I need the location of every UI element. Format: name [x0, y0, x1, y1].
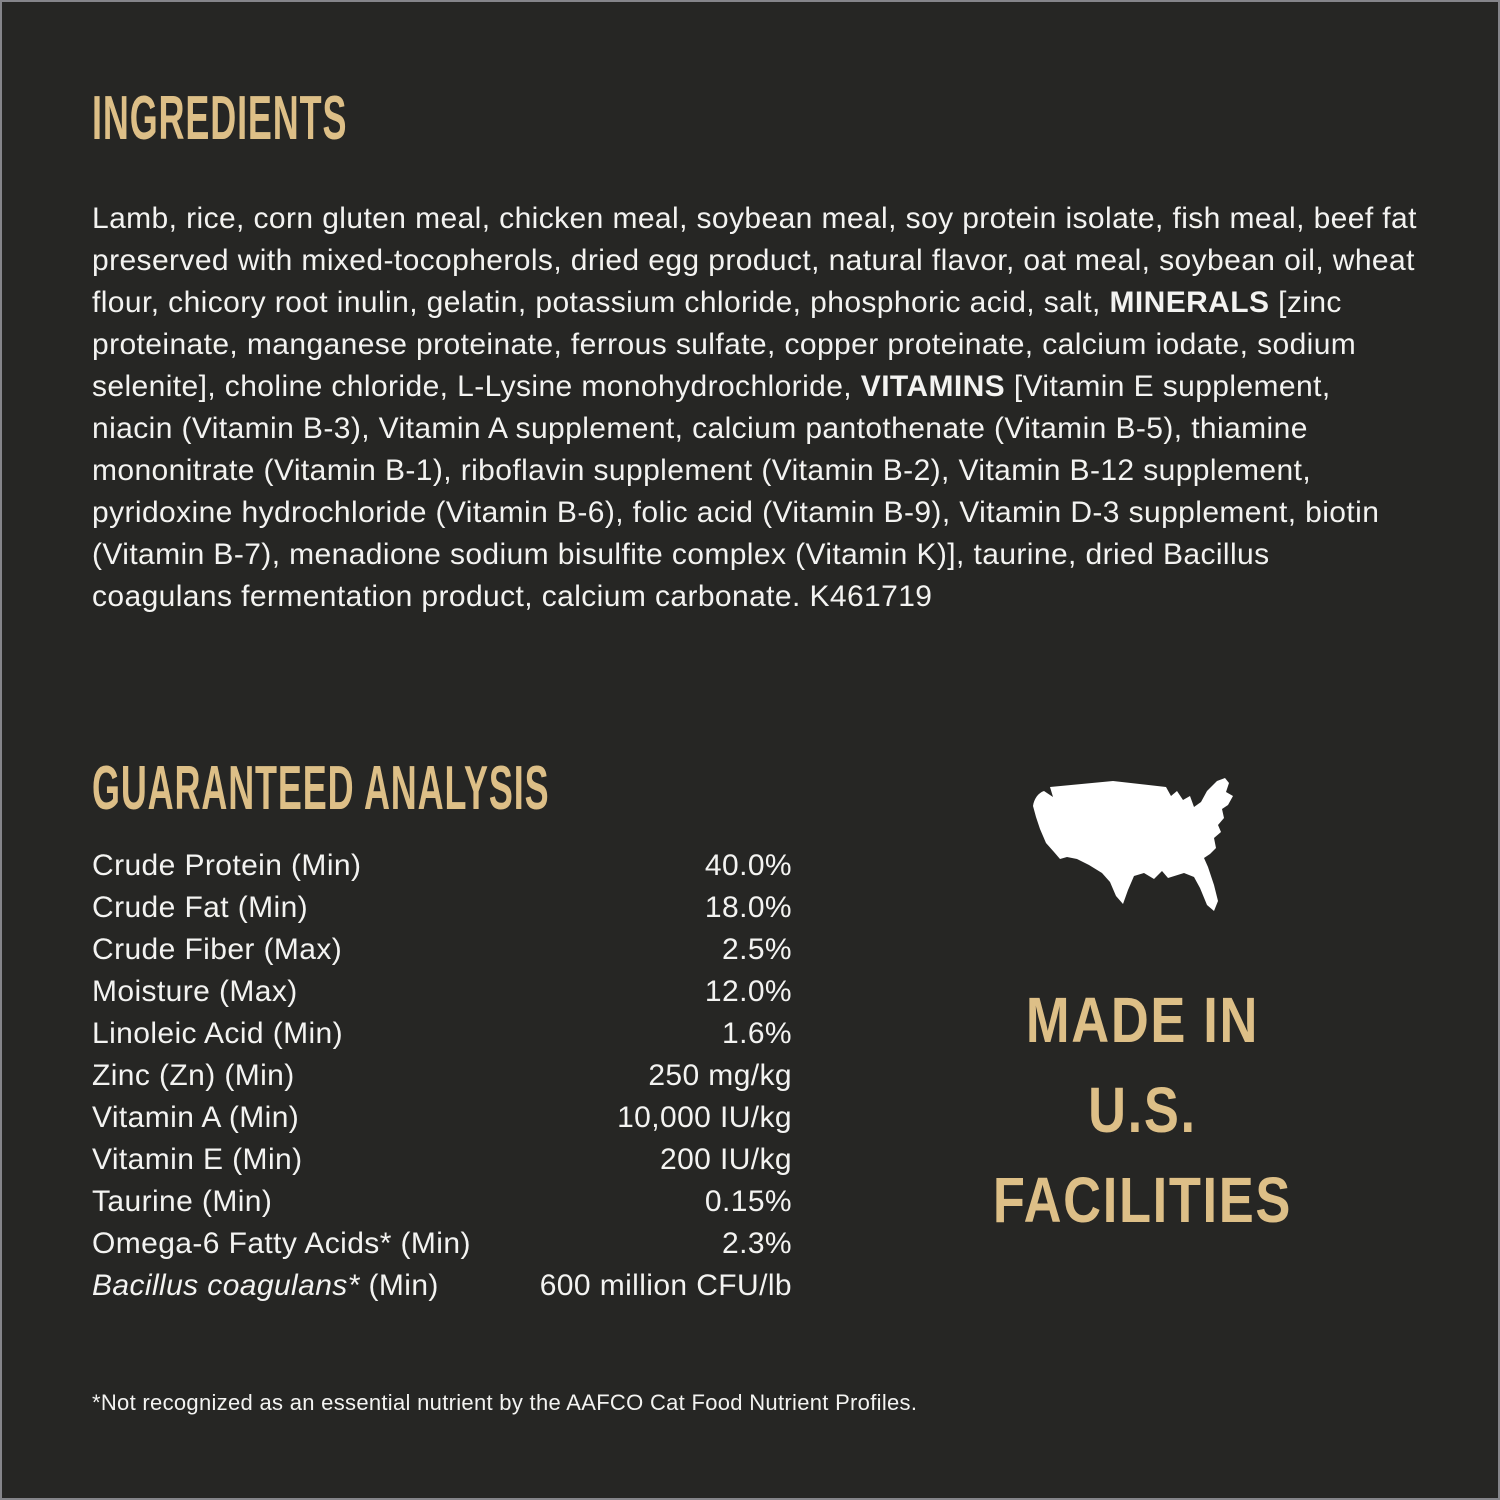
- guaranteed-analysis-table: [92, 845, 792, 1307]
- analysis-label: [92, 1055, 295, 1097]
- ingredients-text: [92, 198, 1418, 618]
- ingredients-heading: INGREDIENTS: [92, 84, 348, 153]
- ingredients-part3: [Vitamin E supplement, niacin (Vitamin B-3), Vitamin A supplement, calcium pantothenate (Vitamin B-5), thiamine mononitrate (Vitamin B-1), riboflavin supplement (Vitamin B-2), Vitamin B-12 supplement, pyridoxine hydrochloride (Vitamin B-6), folic acid (Vitamin B-9), Vitamin D-3 supplement, biotin (Vitamin B-7), menadione sodium bisulfite complex (Vitamin K)], taurine, dried Bacillus coagulans fermentation product, calcium carbonate. K461719: [92, 370, 1380, 613]
- analysis-value: 200 IU/kg: [659, 1143, 792, 1176]
- analysis-label: [92, 1265, 439, 1307]
- analysis-row: [92, 1055, 792, 1097]
- analysis-label-rest: Omega-6 Fatty Acids* (Min): [92, 1227, 471, 1260]
- analysis-value: 10,000 IU/kg: [617, 1101, 792, 1134]
- made-in-line-3: FACILITIES: [992, 1164, 1292, 1236]
- analysis-label: [92, 1013, 343, 1055]
- analysis-value: 0.15%: [704, 1185, 792, 1218]
- vitamins-label: VITAMINS: [860, 370, 1006, 403]
- analysis-label-rest: (Min): [359, 1269, 439, 1302]
- analysis-value: 12.0%: [704, 975, 792, 1008]
- analysis-label-rest: Crude Fat (Min): [92, 891, 309, 924]
- analysis-label-rest: Crude Fiber (Max): [92, 933, 343, 966]
- analysis-row: [92, 887, 792, 929]
- analysis-label-rest: Crude Protein (Min): [92, 849, 362, 882]
- analysis-row: [92, 971, 792, 1013]
- usa-map-icon: [1017, 772, 1267, 937]
- made-in-text: [960, 975, 1325, 1245]
- made-in-line-2: U.S.: [1087, 1074, 1197, 1146]
- analysis-label: [92, 1181, 272, 1223]
- analysis-value: 18.0%: [704, 891, 792, 924]
- analysis-row: [92, 845, 792, 887]
- analysis-row: [92, 1139, 792, 1181]
- ingredients-part1: Lamb, rice, corn gluten meal, chicken meal, soybean meal, soy protein isolate, fish meal, beef fat preserved with mixed-tocopherols, dried egg product, natural flavor, oat meal, soybean oil, wheat flour, chicory root inulin, gelatin, potassium chloride, phosphoric acid, salt,: [92, 202, 1417, 319]
- analysis-label-rest: Zinc (Zn) (Min): [92, 1059, 295, 1092]
- analysis-row: [92, 1265, 792, 1307]
- minerals-label: MINERALS: [1109, 286, 1270, 319]
- guaranteed-analysis-heading: GUARANTEED ANALYSIS: [92, 754, 550, 823]
- analysis-label-rest: Linoleic Acid (Min): [92, 1017, 344, 1050]
- analysis-label: [92, 845, 361, 887]
- analysis-value: 2.3%: [722, 1227, 792, 1260]
- analysis-label-rest: Moisture (Max): [92, 975, 298, 1008]
- made-in-line-1: MADE IN: [1025, 984, 1259, 1056]
- analysis-row: [92, 929, 792, 971]
- analysis-label: [92, 887, 308, 929]
- analysis-row: [92, 1181, 792, 1223]
- analysis-value: 40.0%: [704, 849, 792, 882]
- analysis-row: [92, 1097, 792, 1139]
- analysis-label: [92, 1139, 303, 1181]
- analysis-label: [92, 1223, 471, 1265]
- analysis-value: 2.5%: [722, 933, 792, 966]
- analysis-row: [92, 1223, 792, 1265]
- analysis-row: [92, 1013, 792, 1055]
- analysis-value: 250 mg/kg: [648, 1059, 792, 1092]
- analysis-label: [92, 971, 298, 1013]
- analysis-label: [92, 1097, 299, 1139]
- analysis-value: 1.6%: [722, 1017, 792, 1050]
- analysis-label-rest: Vitamin E (Min): [92, 1143, 303, 1176]
- analysis-value: 600 million CFU/lb: [539, 1269, 792, 1302]
- analysis-label-rest: Taurine (Min): [92, 1185, 273, 1218]
- aafco-footnote: *Not recognized as an essential nutrient by the AAFCO Cat Food Nutrient Profiles.: [92, 1390, 918, 1415]
- ingredients-part2: [zinc proteinate, manganese proteinate, ferrous sulfate, copper proteinate, calcium iodate, sodium selenite], choline chloride, L-Lysine monohydrochloride,: [92, 286, 1357, 403]
- analysis-label-rest: Vitamin A (Min): [92, 1101, 300, 1134]
- analysis-label-italic: Bacillus coagulans*: [92, 1269, 360, 1302]
- made-in-us-section: [957, 772, 1327, 1245]
- analysis-label: [92, 929, 342, 971]
